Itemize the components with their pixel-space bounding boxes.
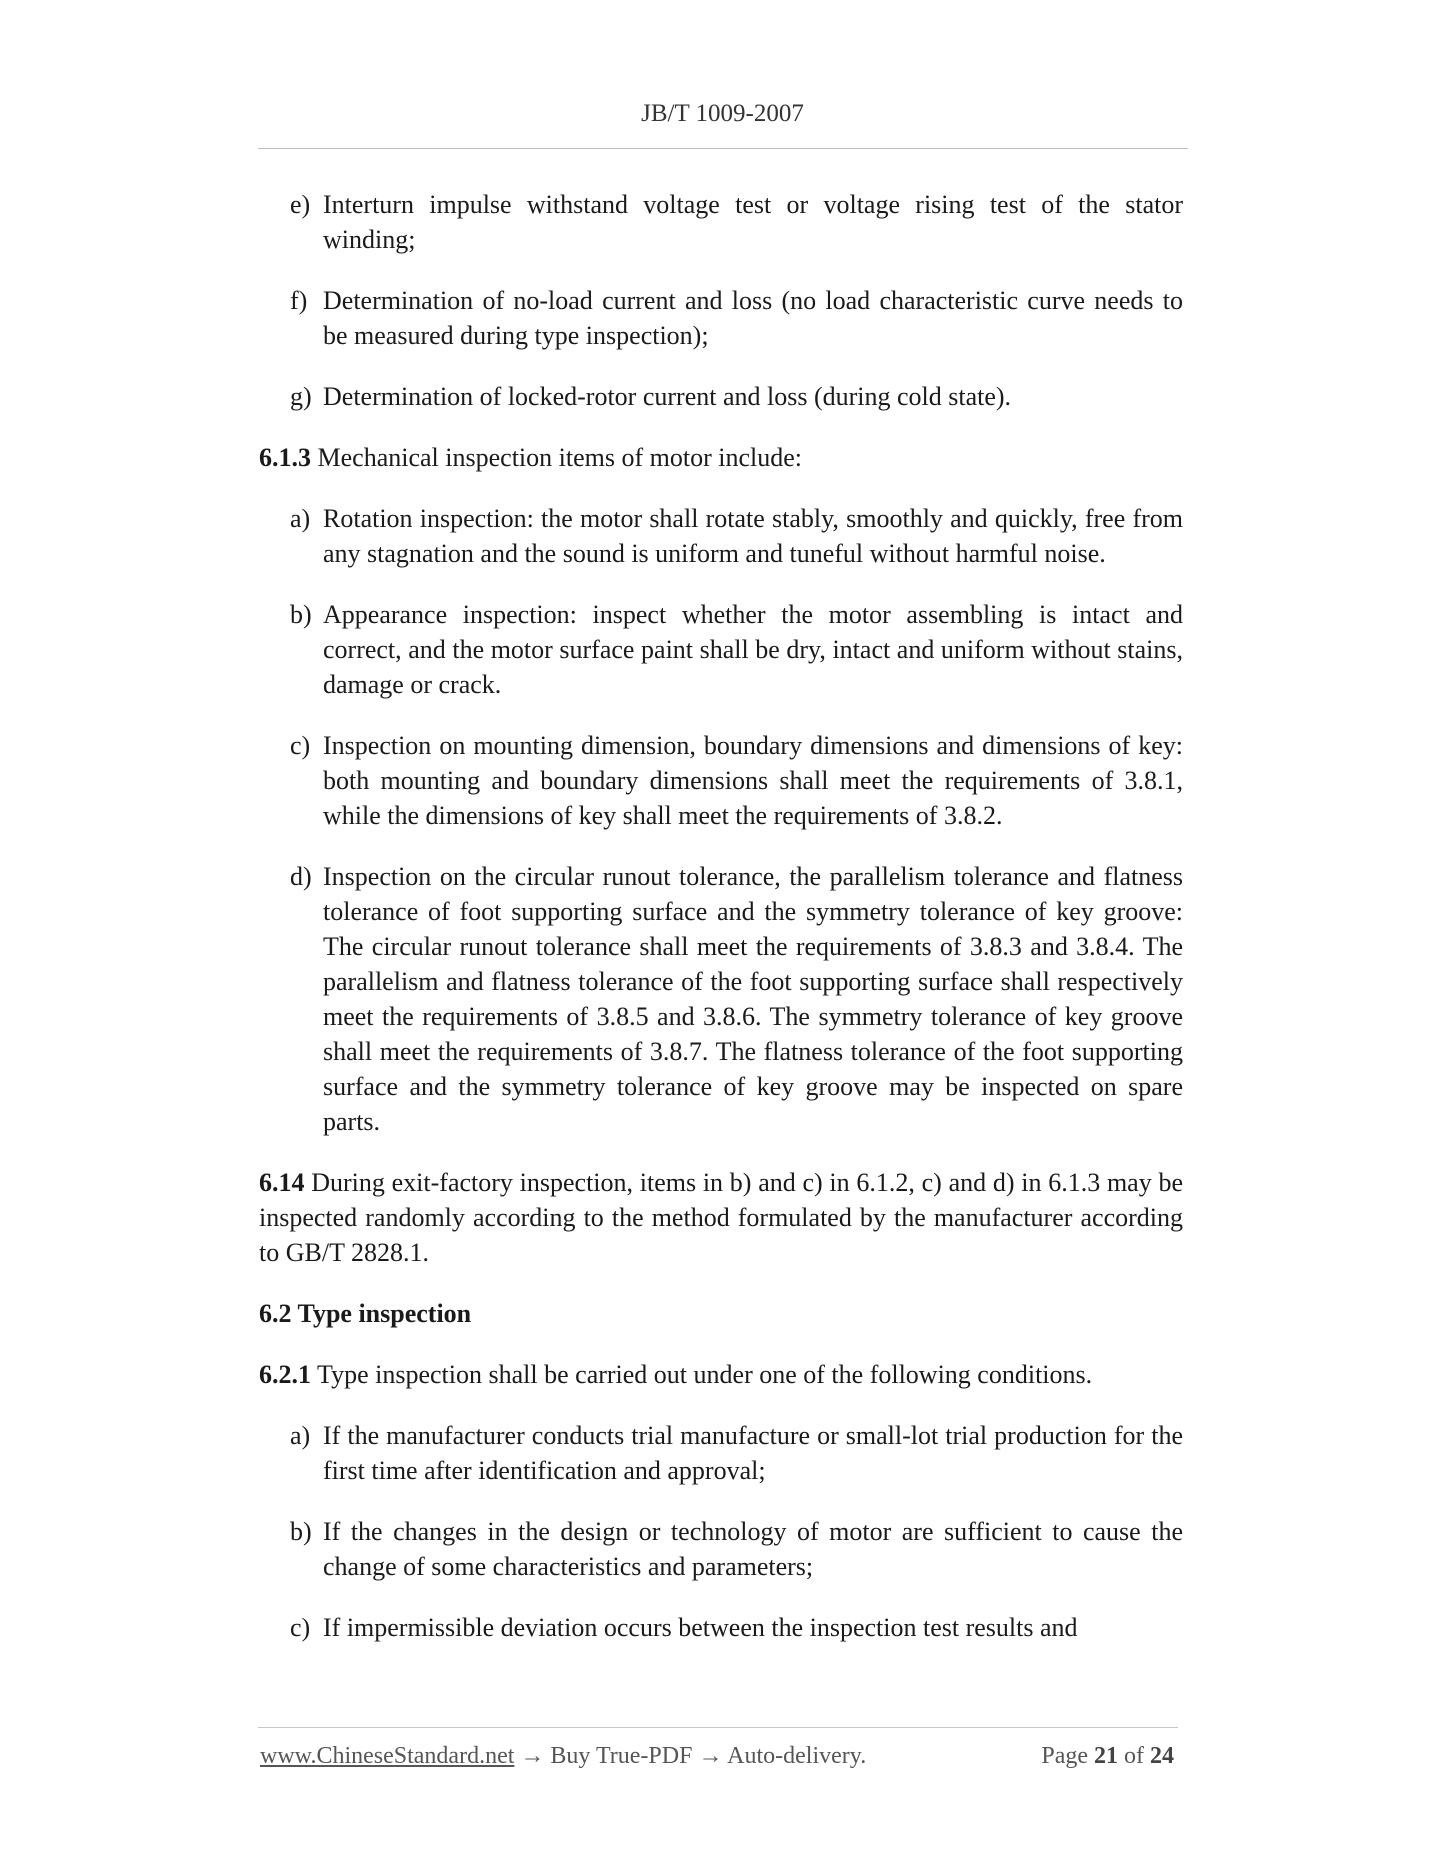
list-item-6-1-3-a xyxy=(259,501,1183,571)
list-marker: d) xyxy=(290,862,312,891)
page-content xyxy=(259,187,1183,1671)
footer-divider xyxy=(258,1727,1178,1728)
list-marker: b) xyxy=(290,600,312,629)
list-item-6-2-1-a xyxy=(259,1418,1183,1488)
document-code: JB/T 1009-2007 xyxy=(641,100,804,127)
list-item-6-1-2-f xyxy=(259,283,1183,353)
auto-delivery-text: Auto-delivery. xyxy=(727,1743,867,1769)
buy-pdf-text: Buy True-PDF xyxy=(550,1743,693,1769)
list-item-6-1-2-g xyxy=(259,379,1183,414)
clause-text: Mechanical inspection items of motor include: xyxy=(311,443,802,472)
list-item-6-1-2-e xyxy=(259,187,1183,257)
list-item-text: Interturn impulse withstand voltage test or voltage rising test of the stator winding; xyxy=(323,190,1183,254)
page-label: Page xyxy=(1041,1743,1088,1769)
page-current: 21 xyxy=(1094,1743,1118,1769)
clause-number: 6.2.1 xyxy=(259,1360,311,1389)
page-total: 24 xyxy=(1150,1743,1174,1769)
list-marker: c) xyxy=(290,731,311,760)
list-marker: f) xyxy=(290,286,308,315)
section-heading-6-2: 6.2 Type inspection xyxy=(259,1299,472,1328)
page-number xyxy=(1041,1743,1174,1770)
site-link[interactable]: www.ChineseStandard.net xyxy=(260,1743,515,1769)
list-item-text: If impermissible deviation occurs between the inspection test results and xyxy=(323,1613,1078,1642)
list-item-6-1-3-d xyxy=(259,859,1183,1139)
clause-text: Type inspection shall be carried out under one of the following conditions. xyxy=(311,1360,1093,1389)
clause-6-1-3 xyxy=(259,440,1183,475)
list-marker: g) xyxy=(290,382,312,411)
clause-number: 6.14 xyxy=(259,1168,305,1197)
list-item-text: Determination of no-load current and loss (no load characteristic curve needs to be measured during type inspection); xyxy=(323,286,1183,350)
page-header xyxy=(0,100,1445,128)
arrow-right-icon: → xyxy=(520,1743,545,1769)
list-item-text: Rotation inspection: the motor shall rotate stably, smoothly and quickly, free from any stagnation and the sound is uniform and tuneful without harmful noise. xyxy=(323,504,1183,568)
of-label: of xyxy=(1124,1743,1144,1769)
list-marker: a) xyxy=(290,504,311,533)
list-item-text: Appearance inspection: inspect whether the motor assembling is intact and correct, and the motor surface paint shall be dry, intact and uniform without stains, damage or crack. xyxy=(323,600,1183,699)
list-item-text: Inspection on mounting dimension, boundary dimensions and dimensions of key: both mounting and boundary dimensions shall meet the requirements of 3.8.1, while the dimensions of key shall meet the requirements of 3.8.2. xyxy=(323,731,1183,830)
arrow-right-icon: → xyxy=(698,1743,723,1769)
list-item-text: Determination of locked-rotor current and loss (during cold state). xyxy=(323,382,1012,411)
clause-number: 6.1.3 xyxy=(259,443,311,472)
clause-6-14 xyxy=(259,1165,1183,1270)
footer-links xyxy=(260,1743,866,1770)
clause-text: During exit-factory inspection, items in b) and c) in 6.1.2, c) and d) in 6.1.3 may be inspected randomly according to the method formulated by the manufacturer according to GB/T 2828.1. xyxy=(259,1168,1183,1267)
clause-6-2-1 xyxy=(259,1357,1183,1392)
header-divider xyxy=(258,148,1188,149)
list-item-6-1-3-c xyxy=(259,728,1183,833)
list-item-6-1-3-b xyxy=(259,597,1183,702)
list-item-text: Inspection on the circular runout tolerance, the parallelism tolerance and flatness tolerance of foot supporting surface and the symmetry tolerance of key groove: The circular runout tolerance shall meet the requirements of 3.8.3 and 3.8.4. The parallelism and flatness tolerance of the foot supporting surface shall respectively meet the requirements of 3.8.5 and 3.8.6. The symmetry tolerance of key groove shall meet the requirements of 3.8.7. The flatness tolerance of the foot supporting surface and the symmetry tolerance of key groove may be inspected on spare parts. xyxy=(323,862,1183,1136)
list-item-6-2-1-c xyxy=(259,1610,1183,1645)
list-marker: c) xyxy=(290,1613,311,1642)
list-marker: e) xyxy=(290,190,311,219)
list-item-text: If the manufacturer conducts trial manufacture or small-lot trial production for the first time after identification and approval; xyxy=(323,1421,1183,1485)
list-item-text: If the changes in the design or technology of motor are sufficient to cause the change of some characteristics and parameters; xyxy=(323,1517,1183,1581)
list-marker: b) xyxy=(290,1517,312,1546)
list-item-6-2-1-b xyxy=(259,1514,1183,1584)
list-marker: a) xyxy=(290,1421,311,1450)
